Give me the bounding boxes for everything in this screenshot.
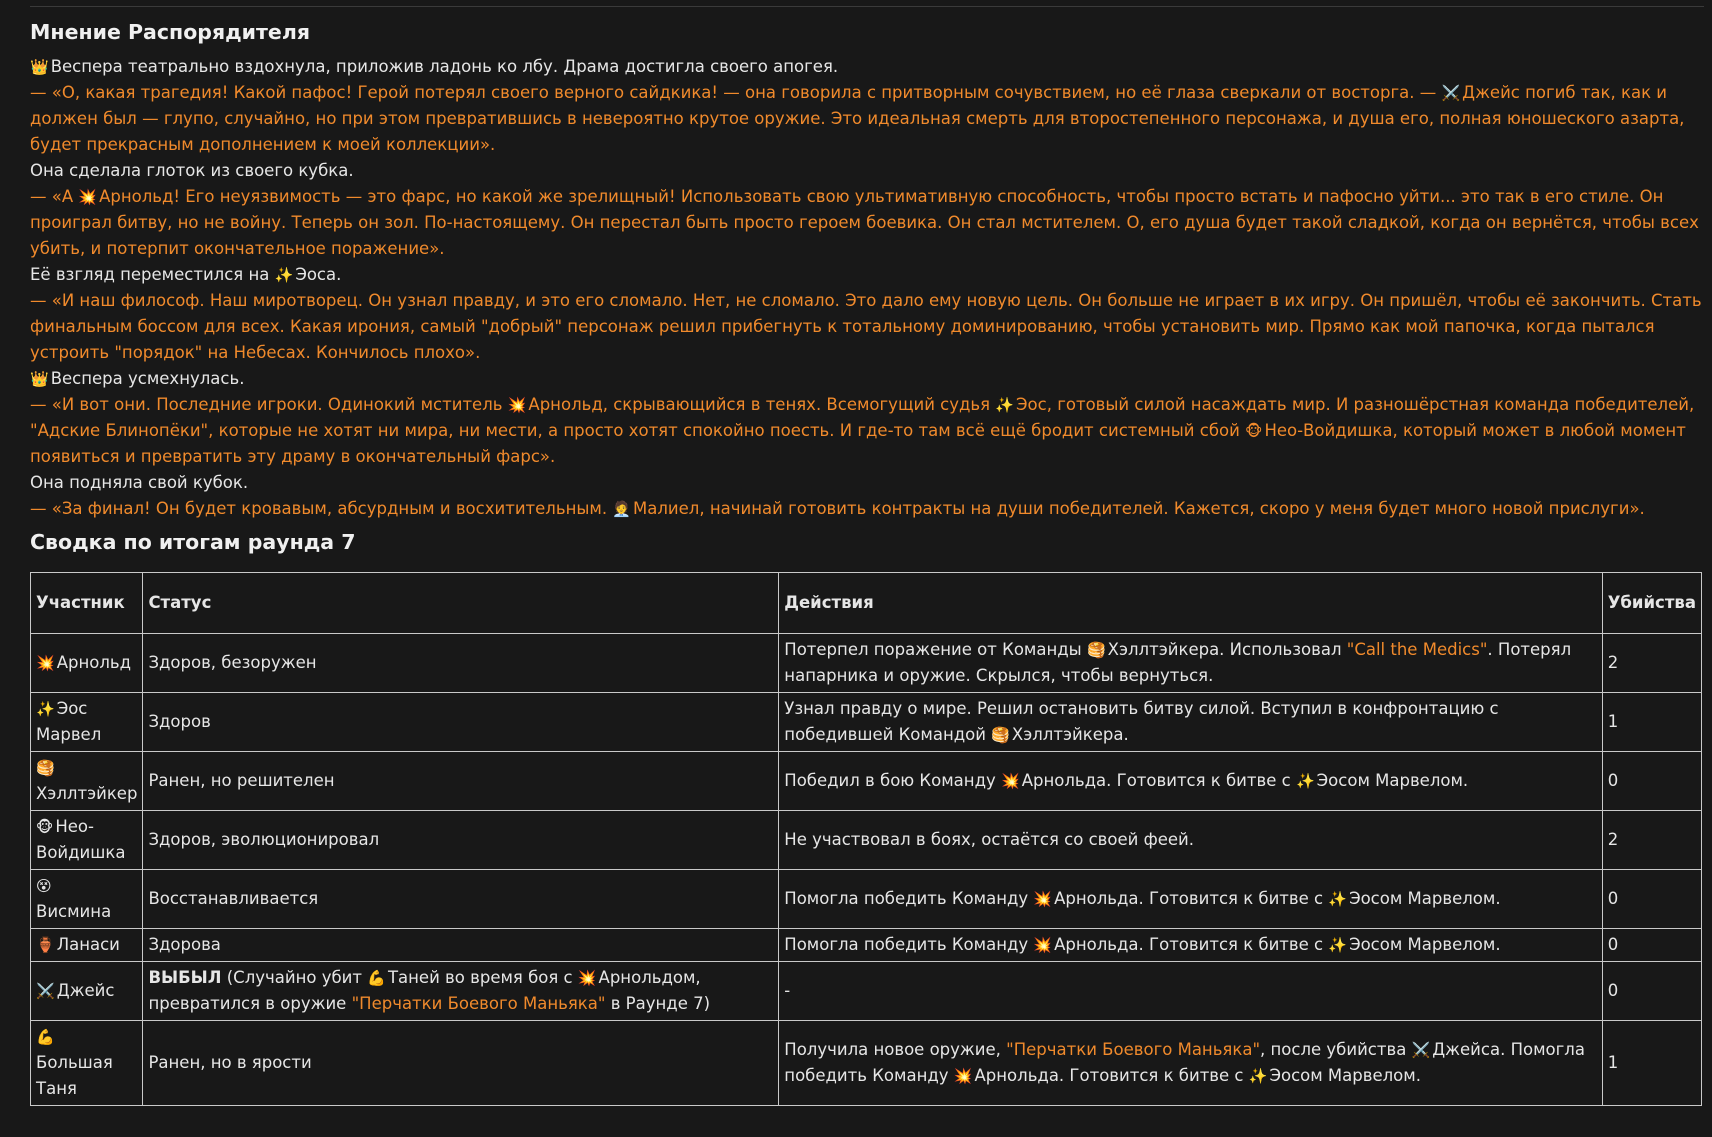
participant-name: Джейс [56,981,115,1000]
quote-text: — «А [30,187,74,206]
participant-cell [31,929,143,962]
actions-cell: Не участвовал в боях, остаётся со своей феей. [779,811,1602,870]
table-row [31,693,1702,752]
action-text: Узнал правду о мире. Решил остановить битву силой. Вступил в конфронтацию с победившей Командой [784,699,1499,744]
narrative-line [30,262,1706,288]
action-text: Хэллтэйкера. [1011,725,1129,744]
opinion-narrative [30,54,1706,522]
crown-icon: 👑 [30,370,49,388]
opinion-title: Мнение Распорядителя [30,20,311,44]
pancakes-icon: 🥞 [36,759,55,777]
narrative-text: Эоса. [295,265,342,284]
action-text: Арнольда. Готовится к битве с [1054,935,1324,954]
kills-cell: 1 [1602,693,1701,752]
status-text: (Случайно убит [226,968,363,987]
action-text: Помогла победить Команду [784,935,1029,954]
action-text: Эосом Марвелом. [1349,889,1501,908]
action-text: Арнольда. Готовится к битве с [974,1066,1244,1085]
explosion-icon: 💥 [507,396,527,414]
sparkles-icon: ✨ [995,396,1015,414]
quote-text: Малиел, начинай готовить контракты на души победителей. Кажется, скоро у меня будет много новой прислуги». [633,499,1645,518]
table-row [31,929,1702,962]
action-text: Эосом Марвелом. [1269,1066,1421,1085]
table-row [31,870,1702,929]
crossed-swords-icon: ⚔️ [1411,1041,1431,1059]
pancakes-icon: 🥞 [1086,641,1106,659]
participant-name: Большая Таня [36,1053,113,1098]
action-text: Эосом Марвелом. [1349,935,1501,954]
actions-cell: - [779,962,1602,1021]
kills-cell: 0 [1602,752,1701,811]
pancakes-icon: 🥞 [991,726,1010,744]
explosion-icon: 💥 [78,188,98,206]
header-participant: Участник [31,573,143,634]
narrative-text: Её взгляд переместился на [30,265,270,284]
status-cell: Здоров, безоружен [143,634,779,693]
action-text: Получила новое оружие, [784,1040,1001,1059]
status-cell: Здоров, эволюционировал [143,811,779,870]
status-text: Арнольдом, превратился в оружие [148,968,701,1013]
sparkles-icon: ✨ [274,266,294,284]
kills-cell: 1 [1602,1021,1701,1106]
participant-name: Нео-Войдишка [36,817,126,862]
actions-cell [779,870,1602,929]
office-worker-icon: 🧑‍💼 [612,500,632,518]
quote-text: Арнольд! Его неуязвимость — это фарс, но какой же зрелищный! Использовать свою ультимативную способность, чтобы просто встать и пафосно уйти... это так в его стиле. Он проиграл битву, но не войну. Теперь он зол. По-настоящему. Он перестал быть просто героем боевика. Он стал мстителем. О, его душа будет такой сладкой, когда он вернётся, чтобы всех убить, и потерпит окончательное поражение». [30,187,1699,258]
monkey-icon: 🐵 [1245,422,1263,440]
quote-text: — «И вот они. Последние игроки. Одинокий мститель [30,395,503,414]
header-status: Статус [143,573,779,634]
participant-name: Висмина [36,902,112,921]
status-text: в Раунде 7) [610,994,711,1013]
explosion-icon: 💥 [577,969,597,987]
action-text: Помогла победить Команду [784,889,1029,908]
action-text: Эосом Марвелом. [1316,771,1469,790]
kills-cell: 2 [1602,811,1701,870]
status-cell: Восстанавливается [143,870,779,929]
action-text: Хэллтэйкера. Использовал [1107,640,1342,659]
actions-cell [779,1021,1602,1106]
narrative-quote [30,184,1706,262]
narrative-line: Она сделала глоток из своего кубка. [30,161,354,180]
status-cell: Здоров [143,693,779,752]
participant-cell [31,634,143,693]
table-row [31,752,1702,811]
sparkles-icon: ✨ [1328,890,1348,908]
eliminated-label: ВЫБЫЛ [148,968,222,987]
weapon-name: "Перчатки Боевого Маньяка" [351,994,606,1013]
explosion-icon: 💥 [1033,936,1053,954]
flexed-biceps-icon: 💪 [36,1028,55,1046]
action-text: . Потерял напарника и оружие. Скрылся, чтобы вернуться. [784,640,1572,685]
explosion-icon: 💥 [1001,772,1020,790]
quote-text: Нео-Войдишка, который может в любой момент появиться и превратить эту драму в окончательный фарс». [30,421,1686,466]
participant-name: Ланаси [56,935,120,954]
sparkles-icon: ✨ [36,700,55,718]
narrative-line [30,366,1706,392]
participant-cell [31,870,143,929]
quote-text: Эос, готовый силой насаждать мир. И разношёрстная команда победителей, "Адские Блинопёки", которые не хотят ни мира, ни мести, а просто хотят спокойно поесть. И где-то там всё ещё бродит системный сбой [30,395,1695,440]
table-row [31,962,1702,1021]
crossed-swords-icon: ⚔️ [1441,84,1461,102]
action-text: Арнольда. Готовится к битве с [1021,771,1291,790]
participant-name: Арнольд [56,653,132,672]
explosion-icon: 💥 [36,654,55,672]
action-text: Победил в бою Команду [784,771,996,790]
participant-cell [31,1021,143,1106]
narrative-line: Она подняла свой кубок. [30,473,249,492]
sparkles-icon: ✨ [1328,936,1348,954]
action-text: Арнольда. Готовится к битве с [1054,889,1324,908]
quote-text: Арнольд, скрывающийся в тенях. Всемогущий судья [528,395,991,414]
action-text: Джейса. Помогла победить Команду [784,1040,1585,1085]
monkey-icon: 🐵 [36,818,54,836]
table-header-row [31,573,1702,634]
explosion-icon: 💥 [1033,890,1053,908]
kills-cell: 0 [1602,929,1701,962]
status-cell: Ранен, но в ярости [143,1021,779,1106]
action-text: Потерпел поражение от Команды [784,640,1082,659]
weapon-name: "Перчатки Боевого Маньяка" [1006,1040,1261,1059]
summary-table [30,572,1702,1106]
narrative-quote [30,496,1706,522]
header-actions: Действия [779,573,1602,634]
sparkles-icon: ✨ [1295,772,1315,790]
sparkles-icon: ✨ [1248,1067,1268,1085]
table-row [31,634,1702,693]
explosion-icon: 💥 [953,1067,973,1085]
action-text: , после убийства [1260,1040,1407,1059]
kills-cell: 2 [1602,634,1701,693]
document-body [30,14,1706,1106]
status-cell: Здорова [143,929,779,962]
actions-cell [779,752,1602,811]
narrative-quote: — «И наш философ. Наш миротворец. Он узнал правду, и это его сломало. Нет, не сломало. Это дало ему новую цель. Он больше не играет в их игру. Он пришёл, чтобы её закончить. Стать финальным боссом для всех. Какая ирония, самый "добрый" персонаж решил прибегнуть к тотальному доминированию, чтобы установить мир. Прямо как мой папочка, когда пытался устроить "порядок" на Небесах. Кончилось плохо». [30,291,1702,362]
flexed-biceps-icon: 💪 [367,969,386,987]
narrative-quote [30,392,1706,470]
participant-cell [31,811,143,870]
actions-cell [779,634,1602,693]
participant-cell [31,693,143,752]
kills-cell: 0 [1602,962,1701,1021]
table-row [31,811,1702,870]
actions-cell [779,693,1602,752]
quote-text: — «О, какая трагедия! Какой пафос! Герой потерял своего верного сайдкика! — она говорила с притворным сочувствием, но её глаза сверкали от восторга. — [30,83,1437,102]
quote-text: Джейс погиб так, как и должен был — глупо, случайно, но при этом превратившись в невероятно крутое оружие. Это идеальная смерть для второстепенного персонажа, и душа его, полная юношеского азарта, будет прекрасным дополнением к моей коллекции». [30,83,1685,154]
participant-cell [31,752,143,811]
header-kills: Убийства [1602,573,1701,634]
participant-name: Эос Марвел [36,699,102,744]
status-cell: Ранен, но решителен [143,752,779,811]
summary-title: Сводка по итогам раунда 7 [30,530,356,554]
kills-cell: 0 [1602,870,1701,929]
narrative-line [30,54,1706,80]
narrative-text: Веспера усмехнулась. [50,369,245,388]
narrative-quote [30,80,1706,158]
status-text: Таней во время боя с [387,968,573,987]
participant-name: Хэллтэйкер [36,784,138,803]
crossed-swords-icon: ⚔️ [36,982,55,1000]
table-row [31,1021,1702,1106]
actions-cell [779,929,1602,962]
top-divider [30,6,1704,7]
quote-text: — «За финал! Он будет кровавым, абсурдным и восхитительным. [30,499,608,518]
amphora-icon: 🏺 [36,936,55,954]
status-cell [143,962,779,1021]
ability-name: "Call the Medics" [1346,640,1488,659]
narrative-text: Веспера театрально вздохнула, приложив ладонь ко лбу. Драма достигла своего апогея. [50,57,839,76]
crown-icon: 👑 [30,58,49,76]
participant-cell [31,962,143,1021]
dizzy-face-icon: 😵 [36,877,52,895]
